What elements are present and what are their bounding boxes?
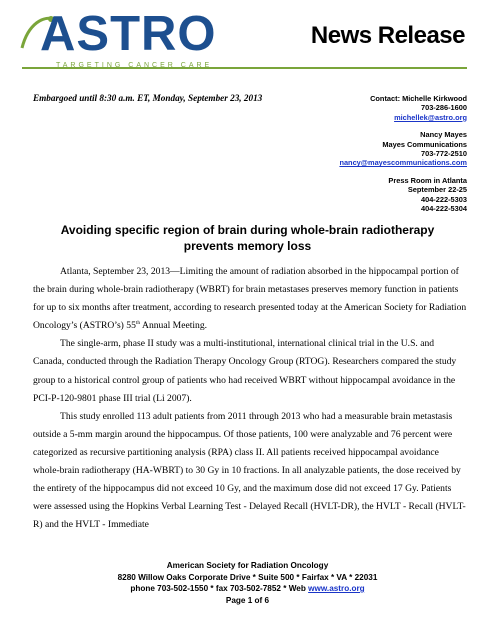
paragraph-1 [33,263,467,335]
embargo-notice: Embargoed until 8:30 a.m. ET, Monday, September 23, 2013 [33,93,263,103]
pressroom-dates: September 22-25 [407,185,467,195]
headline [28,222,467,254]
pressroom-phone-1: 404-222-5303 [420,194,467,204]
footer-contact [0,583,495,595]
page-number: Page 1 of 6 [225,595,270,605]
footer-address: 8280 Willow Oaks Corporate Drive * Suite 500 * Fairfax * VA * 22031 [117,572,378,582]
headline-line-2: prevents memory loss [183,239,312,253]
footer-phone-fax: phone 703-502-1550 * fax 703-502-7852 * Web [130,584,309,593]
headline-line-1: Avoiding specific region of brain during whole-brain radiotherapy [60,223,435,237]
contact-block [257,94,467,213]
logo-wordmark: ASTRO [40,7,217,61]
footer-org: American Society for Radiation Oncology [166,561,329,570]
paragraph-2: The single-arm, phase II study was a multi-institutional, international clinical trial in the U.S. and Canada, conducted through the Radiation Therapy Oncology Group (RTOG). Researchers compared the study group to a historical control group of patients who had received WBRT without hippocampal avoidance in the PCI-P-120-9801 phase III trial (Li 2007). [33,338,457,404]
contact-primary-phone: 703-286-1600 [420,103,467,113]
logo-tagline: TARGETING CANCER CARE [56,62,213,69]
contact-secondary-email-link[interactable]: nancy@mayescommunications.com [339,158,467,168]
paragraph-1-text: Atlanta, September 23, 2013—Limiting the amount of radiation absorbed in the hippocampal portion of the brain during whole-brain radiotherapy (WBRT) for brain metastases preserves memory function in patients for up to six months after treatment, according to research presented today at the American Society for Radiation Oncology’s (ASTRO’s) 55 [33,266,467,332]
pressroom-label: Press Room in Atlanta [388,175,467,185]
contact-secondary-name: Nancy Mayes [420,130,467,140]
pressroom-phone-2: 404-222-5304 [420,204,467,214]
contact-secondary-phone: 703-772-2510 [420,149,467,159]
contact-primary-label: Contact: Michelle Kirkwood [370,94,467,103]
contact-secondary-org: Mayes Communications [382,139,467,149]
header-divider [22,67,467,69]
footer-web-link[interactable]: www.astro.org [308,584,365,593]
article-body [33,263,467,534]
contact-primary-email-link[interactable]: michellek@astro.org [394,112,467,122]
paragraph-3: This study enrolled 113 adult patients from 2011 through 2013 who had a measurable brain metastasis outside a 5-mm margin around the hippocampus. Of those patients, 100 were analyzable and 76 percent were categorized as recursive partitioning analysis (RPA) class II. All patients received hippocampal avoidance whole-brain radiotherapy (HA-WBRT) to 30 Gy in 10 fractions. In all analyzable patients, the dose received by the entirety of the hippocampus did not exceed 10 Gy, and the maximum dose did not exceed 17 Gy. Patients were assessed using the Hopkins Verbal Learning Test - Delayed Recall (HVLT-DR), the HVLT - Recall (HVLT-R) and the HVLT - Immediate [33,410,466,531]
ordinal-suffix: th [135,320,141,327]
news-release-title: News Release [310,22,465,49]
paragraph-1-end: Annual Meeting. [140,320,208,332]
footer [0,560,495,606]
